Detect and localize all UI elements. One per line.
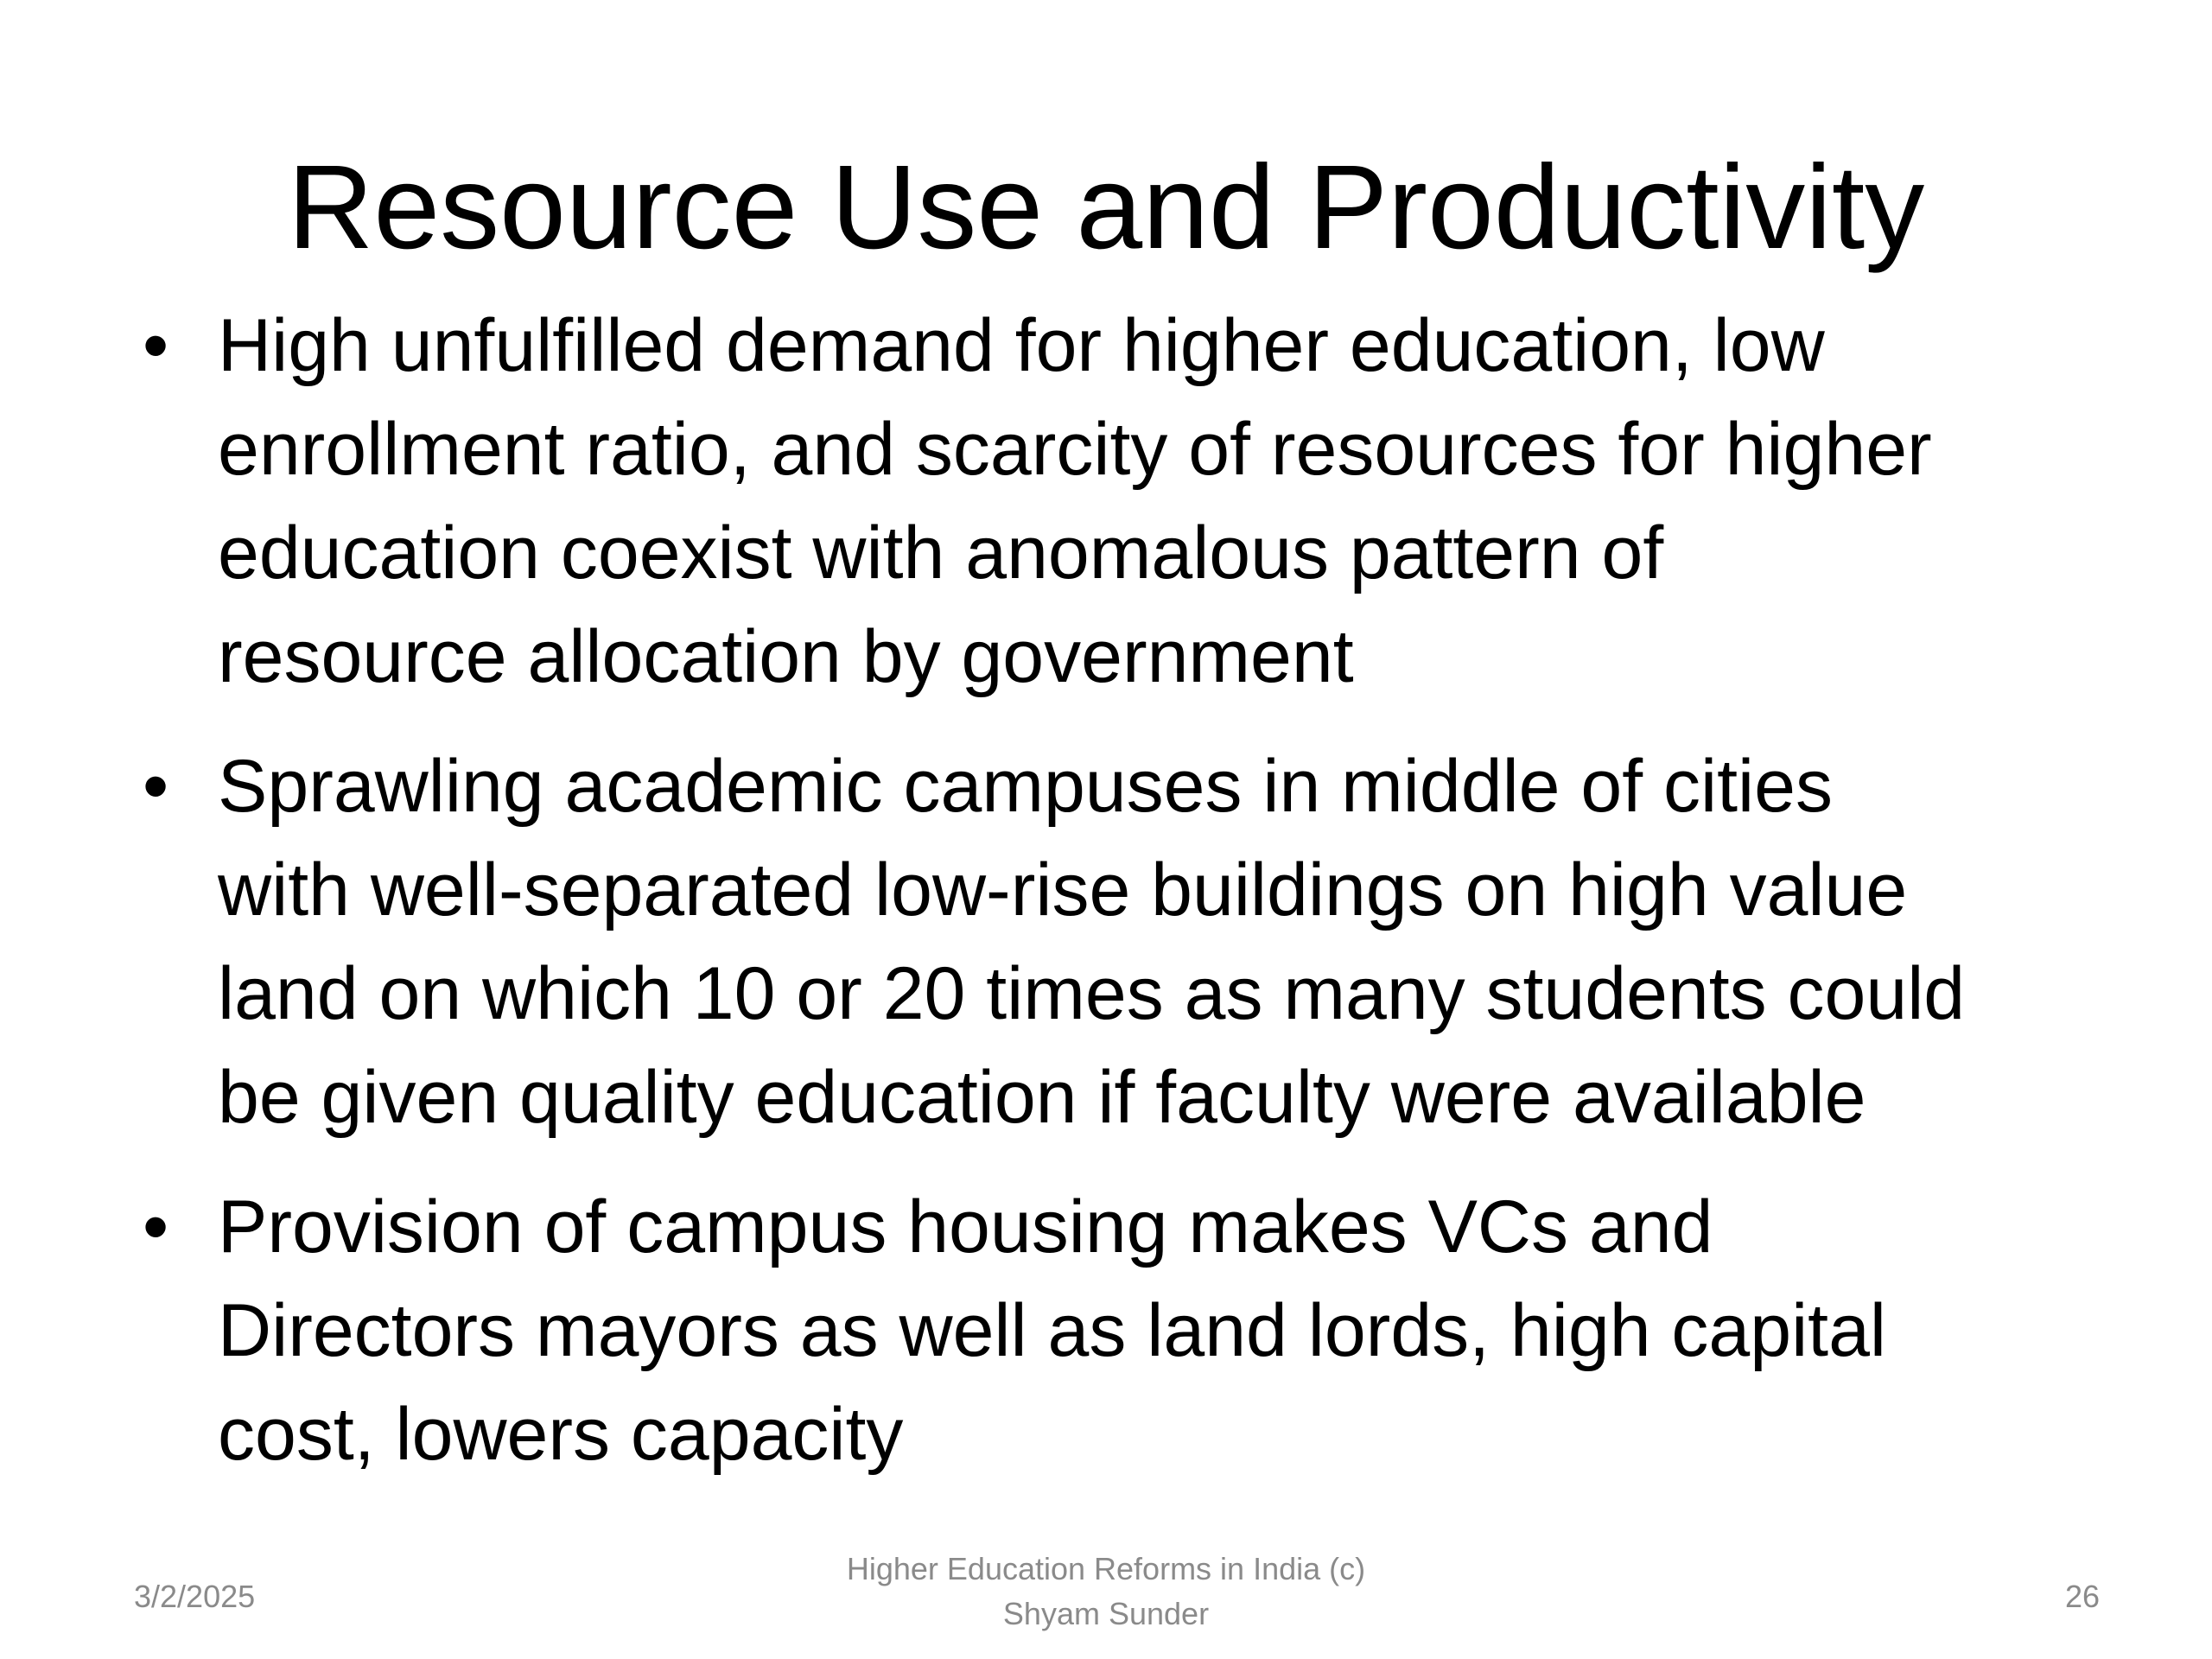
bullet-list (130, 294, 2117, 1512)
bullet-text-line: Sprawling academic campuses in middle of cities (218, 745, 1833, 828)
bullet-text-line: be given quality education if faculty were available (218, 1056, 1866, 1139)
bullet-text-line: resource allocation by government (218, 615, 1354, 698)
footer-author-line: Shyam Sunder (1002, 1596, 1210, 1631)
bullet-text-line: cost, lowers capacity (218, 1393, 904, 1476)
bullet-item (130, 734, 2117, 1149)
bullet-text-line: land on which 10 or 20 times as many students could (218, 952, 1966, 1035)
bullet-icon: • (142, 304, 169, 387)
footer-title-line: Higher Education Reforms in India (c) (846, 1551, 1366, 1586)
footer-date: 3/2/2025 (134, 1579, 256, 1614)
bullet-text-line: Directors mayors as well as land lords, high capital (218, 1289, 1887, 1372)
bullet-item (130, 1175, 2117, 1486)
bullet-icon: • (142, 1185, 169, 1268)
bullet-item (130, 294, 2117, 709)
bullet-text-line: Provision of campus housing makes VCs and (218, 1185, 1713, 1268)
bullet-text-line: education coexist with anomalous pattern of (218, 512, 1664, 594)
page-number: 26 (2064, 1579, 2100, 1614)
slide-title: Resource Use and Productivity (287, 141, 1925, 274)
bullet-icon: • (142, 745, 169, 828)
bullet-text-line: High unfulfilled demand for higher education, low (218, 304, 1825, 387)
bullet-text-line: enrollment ratio, and scarcity of resources for higher (218, 408, 1932, 491)
bullet-text-line: with well-separated low-rise buildings on high value (218, 849, 1908, 931)
footer-title (760, 1547, 1452, 1637)
